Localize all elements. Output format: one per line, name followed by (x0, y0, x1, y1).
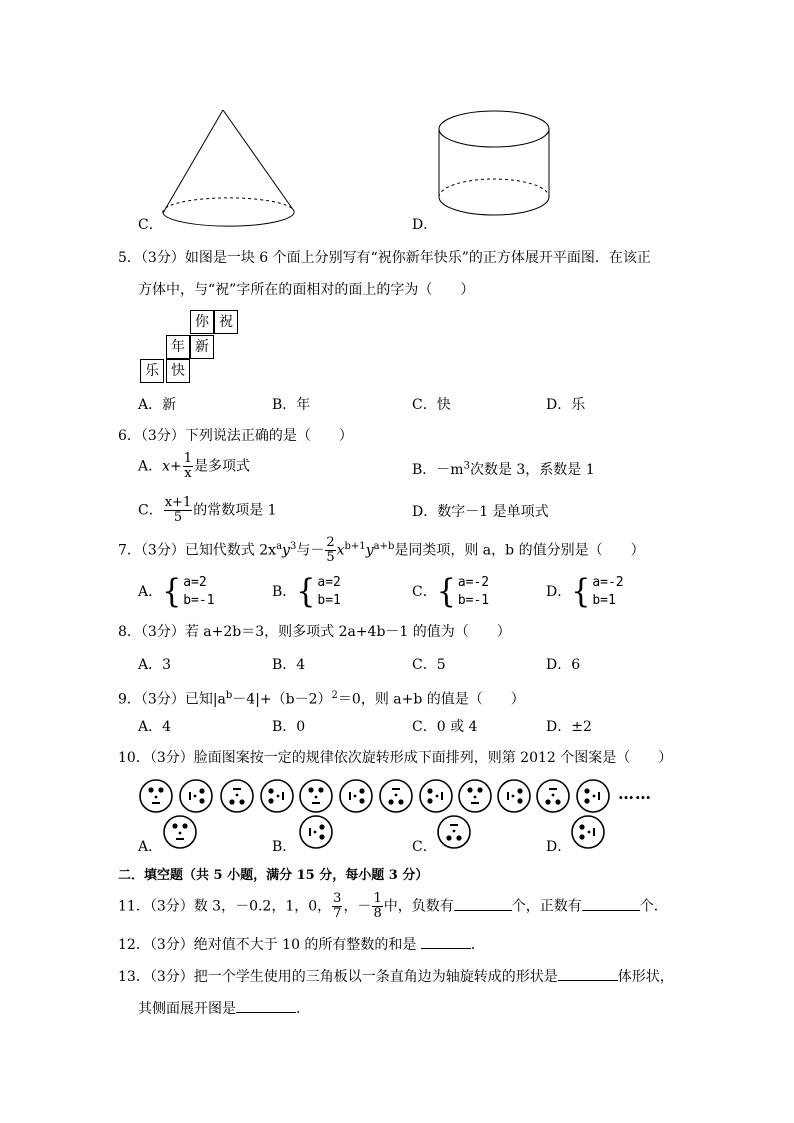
q6-b-text: B．－m (412, 462, 464, 478)
brace-icon: { (162, 572, 182, 611)
q13-head: 13．（3分）把一个学生使用的三角板以一条直角边为轴旋转成的形状是 (118, 969, 558, 985)
equation-line: b=1 (317, 593, 341, 608)
face-icon (178, 778, 214, 814)
net-cell: 新 (190, 335, 214, 359)
q7-frac (325, 536, 335, 565)
q7-sup: 3 (289, 540, 297, 552)
answer-blank[interactable] (582, 896, 640, 911)
q5-option-a[interactable]: A．新 (138, 397, 177, 413)
equation-line: a=-2 (592, 575, 624, 590)
option-c-label: C． (138, 217, 163, 233)
q8-option-b[interactable]: B．4 (272, 657, 306, 673)
q6-a-frac (183, 452, 193, 481)
q7-head: 7．（3分）已知代数式 2x (118, 542, 277, 559)
q7-var: y (282, 542, 290, 559)
answer-blank[interactable] (236, 998, 296, 1013)
face-icon (575, 778, 611, 814)
q7-sup: a (276, 540, 283, 552)
q5-option-d[interactable]: D．乐 (546, 397, 586, 413)
equation-system (183, 574, 214, 610)
brace-icon: { (296, 572, 316, 611)
q13-stem-line2 (138, 998, 310, 1019)
q11-mid: 中，负数有 (383, 898, 454, 915)
face-icon[interactable] (570, 814, 606, 850)
q7-stem (118, 536, 645, 565)
q9-stem (118, 686, 525, 710)
option-d-label: D． (412, 217, 438, 233)
q7-var: y (365, 542, 374, 559)
net-cell: 祝 (214, 310, 238, 334)
frac-denominator: 7 (333, 906, 342, 921)
q7-option-b[interactable] (272, 574, 341, 610)
face-icon[interactable] (436, 814, 472, 850)
net-cell: 乐 (140, 359, 164, 383)
equation-line: b=-1 (457, 593, 490, 608)
answer-blank[interactable] (558, 966, 618, 981)
q9-part: 9．（3分）已知|a (118, 691, 226, 708)
q6-option-c[interactable] (138, 496, 277, 525)
net-cell: 年 (166, 335, 190, 359)
q5-option-c[interactable]: C．快 (412, 397, 451, 413)
frac-numerator: 3 (333, 891, 342, 906)
equation-line: a=2 (317, 575, 341, 590)
q11-frac (372, 892, 382, 921)
q7-sup: b+1 (344, 540, 366, 552)
equation-system (458, 574, 489, 610)
face-icon (219, 778, 255, 814)
face-icon[interactable] (298, 814, 334, 850)
face-icon (378, 778, 414, 814)
q11-mid: 个，正数有 (511, 898, 582, 915)
q9-sup: b (225, 690, 233, 701)
q9-option-c[interactable]: C．0 或 4 (412, 719, 478, 735)
option-label: B． (272, 584, 297, 600)
q10-stem: 10．（3分）脸面图案按一定的规律依次旋转形成下面排列，则第 2012 个图案是（ ） (118, 750, 673, 766)
frac-numerator: 2 (326, 535, 335, 550)
q6-a-label: A． (138, 458, 163, 475)
q7-tail: 是同类项，则 a，b 的值分别是（ ） (394, 542, 645, 559)
face-icon (457, 778, 493, 814)
q11-sep: ，－ (343, 898, 372, 915)
q6-a-tail: 是多项式 (194, 458, 251, 475)
q9-part: ＝0，则 a+b 的值是（ ） (337, 691, 525, 708)
brace-icon: { (571, 572, 591, 611)
frac-numerator: 1 (373, 891, 382, 906)
equation-line: a=-2 (457, 575, 490, 590)
q11-frac (332, 892, 342, 921)
face-icon[interactable] (162, 814, 198, 850)
equation-system (317, 574, 340, 610)
frac-numerator: 1 (183, 451, 193, 466)
q6-b-sup: 3 (463, 460, 470, 472)
q13-tail: 体形状， (617, 969, 674, 985)
q8-option-d[interactable]: D．6 (546, 657, 581, 673)
q5-stem-line2: 方体中，与“祝”字所在的面相对的面上的字为（ ） (138, 282, 475, 298)
q8-option-c[interactable]: C．5 (412, 657, 446, 673)
q6-c-tail: 的常数项是 1 (193, 502, 277, 519)
q12-tail: ． (470, 937, 485, 953)
q6-c-frac (164, 496, 193, 525)
equation-line: b=-1 (183, 593, 215, 608)
q10-option-a[interactable]: A． (138, 839, 163, 855)
q5-stem-line1: 5．（3分）如图是一块 6 个面上分别写有“祝你新年快乐”的正方体展开平面图．在该正 (118, 250, 651, 266)
q6-stem: 6．（3分）下列说法正确的是（ ） (118, 428, 353, 444)
cone-figure (160, 105, 300, 230)
q11-tail: 个． (639, 898, 668, 915)
net-cell: 快 (166, 359, 190, 383)
face-icon (298, 778, 334, 814)
face-icon (418, 778, 454, 814)
q13-head: 其侧面展开图是 (138, 1001, 236, 1017)
q12-stem (118, 934, 485, 955)
q10-option-c[interactable]: C． (412, 839, 437, 855)
frac-denominator: 8 (373, 906, 382, 921)
face-icon (496, 778, 532, 814)
frac-denominator: 5 (173, 510, 183, 525)
q6-option-a[interactable] (138, 452, 250, 481)
q6-b-tail: 次数是 3，系数是 1 (469, 462, 595, 478)
q9-sup: 2 (331, 690, 338, 701)
q11-head: 11．（3分）数 3，－0.2，1，0， (118, 898, 332, 915)
q5-option-b[interactable]: B．年 (272, 397, 311, 413)
equation-line: a=2 (183, 575, 207, 590)
q13-tail: ． (296, 1001, 310, 1017)
q9-part: －4|+（b－2） (232, 691, 332, 708)
brace-icon: { (436, 572, 456, 611)
sequence-ellipsis: …… (618, 784, 652, 803)
q12-head: 12．（3分）绝对值不大于 10 的所有整数的和是 (118, 937, 421, 953)
option-label: D． (546, 584, 572, 600)
q13-stem-line1 (118, 966, 674, 987)
equation-line: b=1 (592, 593, 616, 608)
face-icon (259, 778, 295, 814)
q8-stem: 8．（3分）若 a+2b＝3，则多项式 2a+4b－1 的值为（ ） (118, 624, 511, 640)
frac-denominator: 5 (326, 550, 335, 565)
frac-denominator: x (184, 466, 192, 481)
q7-option-a[interactable] (138, 574, 215, 610)
face-icon (535, 778, 571, 814)
answer-blank[interactable] (421, 934, 471, 949)
q7-var: x (336, 542, 345, 559)
equation-system (592, 574, 623, 610)
q6-option-d[interactable]: D．数字－1 是单项式 (412, 504, 549, 520)
q7-sup: a+b (373, 540, 395, 552)
q10-option-b[interactable]: B． (272, 839, 297, 855)
q7-option-c[interactable] (412, 574, 489, 610)
q9-option-a[interactable]: A．4 (138, 719, 172, 735)
net-cell: 你 (190, 310, 214, 334)
q9-option-b[interactable]: B．0 (272, 719, 306, 735)
q9-option-d[interactable]: D．±2 (546, 719, 592, 735)
q7-mid: 与－ (296, 542, 325, 559)
option-label: C． (412, 584, 437, 600)
q7-option-d[interactable] (546, 574, 624, 610)
cylinder-figure (434, 105, 556, 230)
face-icon (338, 778, 374, 814)
q6-a-var: x+ (162, 458, 182, 475)
face-icon (138, 778, 174, 814)
option-label: A． (138, 584, 163, 600)
q8-option-a[interactable]: A．3 (138, 657, 172, 673)
section-heading: 二．填空题（共 5 小题，满分 15 分，每小题 3 分） (118, 868, 429, 883)
q10-option-d[interactable]: D． (546, 839, 572, 855)
q6-c-label: C． (138, 502, 163, 519)
q11-stem (118, 892, 668, 921)
q6-option-b[interactable] (412, 459, 595, 479)
answer-blank[interactable] (454, 896, 512, 911)
frac-numerator: x+1 (164, 495, 192, 510)
